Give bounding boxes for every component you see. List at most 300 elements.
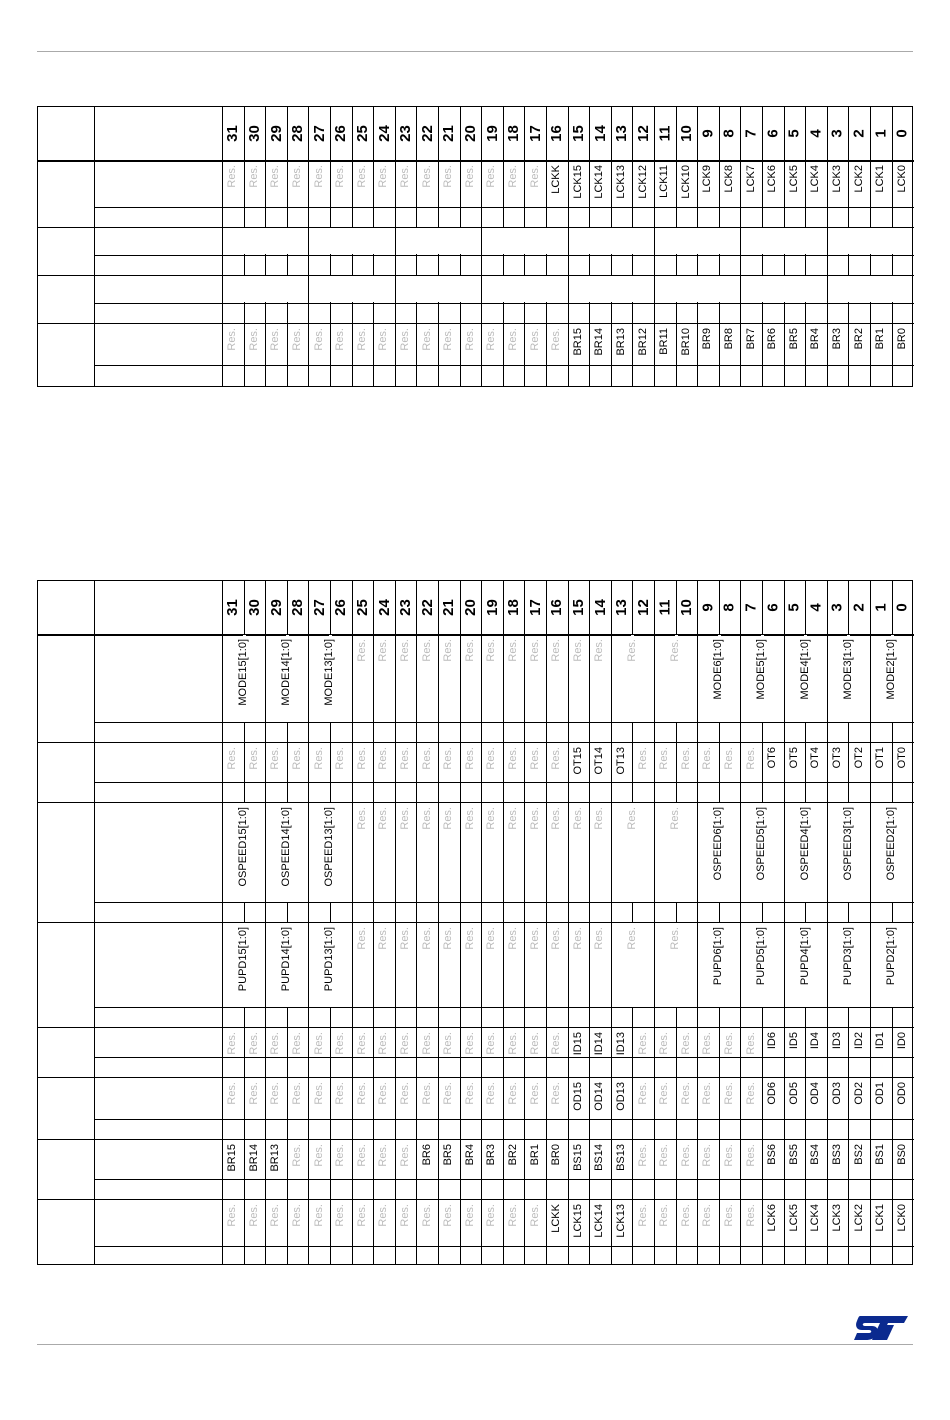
- field-label: PUPD6[1:0]: [712, 927, 725, 986]
- bit-number-label: 19: [483, 125, 501, 142]
- field-label: Res.: [528, 747, 541, 770]
- group-mask: [437, 228, 440, 254]
- field-label: PUPD13[1:0]: [323, 927, 336, 992]
- bit-number-label: 13: [613, 125, 631, 142]
- reset-value-divider: [94, 1246, 914, 1247]
- register-field: [481, 1141, 503, 1179]
- register-field: [848, 744, 870, 782]
- field-label: BR7: [744, 328, 757, 350]
- field-label: Res.: [550, 747, 563, 770]
- bit-number-24: [373, 581, 395, 634]
- field-label: LCK0: [895, 165, 908, 193]
- field-label: LCK3: [831, 165, 844, 193]
- field-label: BR1: [528, 1144, 541, 1166]
- field-label: Res.: [679, 1032, 692, 1055]
- field-label: Res.: [312, 1204, 325, 1227]
- field-label: LCK7: [744, 165, 757, 193]
- bit-number-2: [848, 107, 870, 160]
- register-field: [438, 325, 460, 365]
- field-label: Res.: [355, 165, 368, 188]
- bit-number-label: 15: [569, 599, 587, 616]
- register-field: [308, 162, 330, 207]
- register-field: [416, 325, 438, 365]
- field-label: Res.: [312, 1144, 325, 1167]
- group-mask: [588, 228, 591, 254]
- register-field: [870, 804, 913, 902]
- register-field: [870, 744, 892, 782]
- register-field: [784, 924, 827, 1007]
- field-label: Res.: [528, 1204, 541, 1227]
- field-label: Res.: [355, 927, 368, 950]
- field-label: Res.: [593, 639, 606, 662]
- group-mask: [243, 276, 246, 302]
- field-label: OT6: [766, 747, 779, 769]
- register-field: [352, 1079, 374, 1119]
- bit-number-27: [308, 581, 330, 634]
- register-field: [719, 325, 741, 365]
- register-field: [676, 325, 698, 365]
- register-field: [373, 1141, 395, 1179]
- register-field: [265, 1079, 287, 1119]
- register-field: [330, 744, 352, 782]
- register-field: [654, 1029, 676, 1057]
- register-field: [524, 1079, 546, 1119]
- register-field: [870, 1201, 892, 1246]
- register-field: [524, 744, 546, 782]
- field-label: Res.: [723, 1204, 736, 1227]
- field-label: Res.: [355, 747, 368, 770]
- field-label: Res.: [550, 807, 563, 830]
- field-label: Res.: [420, 165, 433, 188]
- register-field: [416, 804, 438, 902]
- register-map-table-2: [37, 580, 913, 1265]
- register-field: [805, 744, 827, 782]
- field-label: Res.: [701, 1204, 714, 1227]
- group-mask: [869, 228, 872, 254]
- field-label: Res.: [571, 927, 584, 950]
- register-field: [287, 325, 309, 365]
- field-label: Res.: [247, 1204, 260, 1227]
- register-field: [719, 1079, 741, 1119]
- bit-number-26: [330, 581, 352, 634]
- bit-number-30: [244, 581, 266, 634]
- field-label: OT3: [831, 747, 844, 769]
- field-label: BS14: [593, 1144, 606, 1171]
- bit-number-label: 7: [742, 129, 760, 138]
- field-label: Res.: [550, 639, 563, 662]
- register-field: [287, 744, 309, 782]
- register-field: [827, 804, 870, 902]
- field-label: ID15: [571, 1032, 584, 1056]
- field-label: Res.: [528, 927, 541, 950]
- reset-value-divider: [94, 902, 914, 903]
- field-label: Res.: [669, 639, 682, 662]
- register-field: [395, 744, 417, 782]
- bit-number-17: [524, 581, 546, 634]
- register-field: [762, 1079, 784, 1119]
- field-label: LCKK: [550, 1204, 563, 1233]
- field-label: LCK9: [701, 165, 714, 193]
- field-label: Res.: [658, 1144, 671, 1167]
- register-field: [870, 162, 892, 207]
- field-label: Res.: [442, 807, 455, 830]
- register-field: [481, 1029, 503, 1057]
- field-label: Res.: [679, 1204, 692, 1227]
- field-label: OD1: [874, 1082, 887, 1105]
- bit-number-5: [784, 107, 806, 160]
- field-label: Res.: [377, 1082, 390, 1105]
- field-label: BR11: [658, 328, 671, 355]
- register-field: [611, 804, 654, 902]
- register-field: [697, 1029, 719, 1057]
- register-field: [416, 924, 438, 1007]
- field-label: Res.: [463, 328, 476, 351]
- bit-number-label: 30: [245, 125, 263, 142]
- group-mask: [264, 228, 267, 254]
- register-field: [287, 162, 309, 207]
- register-field: [330, 1029, 352, 1057]
- register-field: [438, 1079, 460, 1119]
- group-mask: [675, 276, 678, 302]
- field-label: Res.: [507, 927, 520, 950]
- register-field: [892, 1029, 914, 1057]
- register-field: [762, 1029, 784, 1057]
- bit-number-label: 2: [850, 129, 868, 138]
- group-mask: [891, 276, 894, 302]
- bit-number-label: 12: [634, 599, 652, 616]
- register-field: [460, 744, 482, 782]
- register-field: [308, 1079, 330, 1119]
- field-label: Res.: [355, 1082, 368, 1105]
- bit-number-label: 14: [591, 599, 609, 616]
- field-label: LCK15: [571, 165, 584, 199]
- register-field: [827, 325, 849, 365]
- field-label: Res.: [636, 1082, 649, 1105]
- field-label: Res.: [355, 1204, 368, 1227]
- register-field: [827, 162, 849, 207]
- field-label: LCK13: [615, 1204, 628, 1238]
- register-field: [740, 325, 762, 365]
- field-label: LCK5: [787, 1204, 800, 1232]
- register-field: [244, 325, 266, 365]
- field-label: Res.: [420, 1204, 433, 1227]
- register-field: [762, 162, 784, 207]
- register-field: [848, 1201, 870, 1246]
- field-label: Res.: [636, 1144, 649, 1167]
- bit-number-8: [719, 581, 741, 634]
- register-field: [481, 804, 503, 902]
- register-field: [611, 325, 633, 365]
- field-label: Res.: [334, 1204, 347, 1227]
- register-row-divider: [38, 1199, 914, 1200]
- register-field: [287, 1201, 309, 1246]
- field-label: MODE3[1:0]: [841, 639, 854, 700]
- register-field: [568, 162, 590, 207]
- reset-value-divider: [94, 1057, 914, 1058]
- field-label: Res.: [312, 328, 325, 351]
- register-field: [438, 924, 460, 1007]
- register-field: [848, 1029, 870, 1057]
- register-field: [892, 325, 914, 365]
- bit-number-label: 22: [418, 599, 436, 616]
- register-field: [805, 325, 827, 365]
- field-label: Res.: [669, 927, 682, 950]
- register-field: [740, 636, 783, 722]
- register-field: [589, 325, 611, 365]
- register-field: [352, 924, 374, 1007]
- register-field: [827, 924, 870, 1007]
- field-label: OD2: [852, 1082, 865, 1105]
- group-mask: [847, 228, 850, 254]
- register-field: [244, 744, 266, 782]
- bit-number-label: 5: [785, 603, 803, 612]
- field-label: ID1: [874, 1032, 887, 1050]
- field-label: PUPD14[1:0]: [280, 927, 293, 992]
- register-field: [265, 804, 308, 902]
- field-label: Res.: [679, 747, 692, 770]
- field-label: BS6: [766, 1144, 779, 1165]
- register-field: [589, 924, 611, 1007]
- register-field: [308, 924, 351, 1007]
- register-field: [265, 162, 287, 207]
- register-field: [308, 636, 351, 722]
- register-field: [805, 1201, 827, 1246]
- group-mask: [329, 228, 332, 254]
- register-field: [892, 744, 914, 782]
- field-label: Res.: [442, 747, 455, 770]
- group-mask: [610, 228, 613, 254]
- field-label: Res.: [744, 747, 757, 770]
- field-label: Res.: [226, 1032, 239, 1055]
- group-mask: [869, 276, 872, 302]
- register-field: [697, 1141, 719, 1179]
- register-field: [330, 162, 352, 207]
- register-row-divider: [38, 323, 914, 324]
- field-label: BR1: [874, 328, 887, 350]
- field-label: Res.: [625, 807, 638, 830]
- register-field: [697, 1079, 719, 1119]
- register-field: [503, 1141, 525, 1179]
- register-field: [395, 1201, 417, 1246]
- group-mask: [329, 276, 332, 302]
- register-field: [611, 1201, 633, 1246]
- bit-number-label: 29: [267, 599, 285, 616]
- register-field: [330, 325, 352, 365]
- field-label: LCK15: [571, 1204, 584, 1238]
- register-field: [870, 1029, 892, 1057]
- register-field: [546, 1141, 568, 1179]
- field-label: ID2: [852, 1032, 865, 1050]
- register-field: [481, 162, 503, 207]
- bit-number-19: [481, 107, 503, 160]
- field-label: Res.: [636, 747, 649, 770]
- bit-number-21: [438, 107, 460, 160]
- register-field: [546, 162, 568, 207]
- field-label: Res.: [355, 328, 368, 351]
- field-label: Res.: [420, 639, 433, 662]
- register-field: [870, 325, 892, 365]
- bit-number-15: [568, 107, 590, 160]
- field-label: Res.: [226, 165, 239, 188]
- reset-value-divider: [94, 255, 914, 256]
- bit-number-26: [330, 107, 352, 160]
- field-label: Res.: [485, 927, 498, 950]
- group-mask: [718, 276, 721, 302]
- register-field: [438, 162, 460, 207]
- field-label: BR6: [766, 328, 779, 350]
- group-mask: [351, 276, 354, 302]
- field-label: Res.: [291, 1082, 304, 1105]
- register-field: [481, 1201, 503, 1246]
- field-label: OT14: [593, 747, 606, 775]
- field-label: MODE13[1:0]: [323, 639, 336, 706]
- field-label: LCK1: [874, 165, 887, 193]
- field-label: PUPD4[1:0]: [798, 927, 811, 986]
- register-field: [222, 636, 265, 722]
- register-field: [784, 1141, 806, 1179]
- register-field: [373, 1201, 395, 1246]
- field-label: Res.: [463, 1204, 476, 1227]
- register-field: [870, 924, 913, 1007]
- field-label: Res.: [247, 328, 260, 351]
- register-field: [308, 1029, 330, 1057]
- field-label: Res.: [507, 328, 520, 351]
- field-label: Res.: [269, 1204, 282, 1227]
- bit-number-24: [373, 107, 395, 160]
- field-label: MODE14[1:0]: [280, 639, 293, 706]
- bit-number-label: 27: [310, 599, 328, 616]
- group-mask: [631, 276, 634, 302]
- group-mask: [675, 228, 678, 254]
- register-field: [287, 1141, 309, 1179]
- register-field: [352, 1141, 374, 1179]
- register-field: [611, 162, 633, 207]
- field-label: Res.: [625, 639, 638, 662]
- bit-number-7: [740, 581, 762, 634]
- field-label: Res.: [399, 1032, 412, 1055]
- bit-number-label: 31: [224, 125, 242, 142]
- field-label: ID14: [593, 1032, 606, 1056]
- bit-number-12: [632, 107, 654, 160]
- field-label: Res.: [528, 1032, 541, 1055]
- field-label: LCK2: [852, 165, 865, 193]
- field-label: BR10: [679, 328, 692, 356]
- register-field: [503, 1079, 525, 1119]
- field-label: BS4: [809, 1144, 822, 1165]
- field-label: MODE2[1:0]: [885, 639, 898, 700]
- register-field: [265, 1201, 287, 1246]
- register-field: [654, 924, 697, 1007]
- register-field: [848, 162, 870, 207]
- field-label: Res.: [334, 1032, 347, 1055]
- field-label: OSPEED15[1:0]: [237, 807, 250, 887]
- bit-number-31: [222, 581, 244, 634]
- register-field: [222, 325, 244, 365]
- field-label: Res.: [355, 639, 368, 662]
- field-label: ID0: [895, 1032, 908, 1050]
- bit-number-10: [676, 581, 698, 634]
- field-label: Res.: [625, 927, 638, 950]
- bit-number-label: 19: [483, 599, 501, 616]
- register-field: [697, 636, 740, 722]
- field-label: BR14: [247, 1144, 260, 1172]
- bit-number-11: [654, 581, 676, 634]
- bit-number-8: [719, 107, 741, 160]
- register-field: [784, 744, 806, 782]
- field-label: LCK3: [831, 1204, 844, 1232]
- register-field: [589, 162, 611, 207]
- field-label: Res.: [312, 1032, 325, 1055]
- register-field: [784, 1201, 806, 1246]
- register-row-divider: [38, 802, 914, 803]
- field-label: Res.: [528, 1082, 541, 1105]
- bit-number-label: 18: [505, 599, 523, 616]
- field-label: Res.: [334, 328, 347, 351]
- field-label: LCK10: [679, 165, 692, 199]
- register-field: [524, 1141, 546, 1179]
- bit-number-20: [460, 581, 482, 634]
- field-label: OT15: [571, 747, 584, 775]
- register-field: [784, 636, 827, 722]
- bit-number-30: [244, 107, 266, 160]
- field-label: OD5: [787, 1082, 800, 1105]
- bit-number-21: [438, 581, 460, 634]
- register-field: [460, 1029, 482, 1057]
- bit-number-15: [568, 581, 590, 634]
- group-mask: [351, 228, 354, 254]
- group-mask: [804, 228, 807, 254]
- register-field: [676, 1201, 698, 1246]
- field-label: Res.: [269, 747, 282, 770]
- register-field: [589, 1141, 611, 1179]
- register-field: [697, 804, 740, 902]
- field-label: Res.: [550, 1082, 563, 1105]
- st-logo-icon: [852, 1314, 910, 1342]
- register-field: [611, 636, 654, 722]
- register-field: [395, 1029, 417, 1057]
- field-label: OSPEED13[1:0]: [323, 807, 336, 887]
- register-field: [503, 744, 525, 782]
- field-label: Res.: [291, 747, 304, 770]
- register-field: [805, 162, 827, 207]
- field-label: Res.: [528, 165, 541, 188]
- group-mask: [761, 276, 764, 302]
- bit-number-label: 11: [656, 125, 674, 142]
- field-label: Res.: [355, 1032, 368, 1055]
- group-mask: [718, 228, 721, 254]
- field-label: OT1: [874, 747, 887, 769]
- field-label: LCK6: [766, 165, 779, 193]
- field-label: Res.: [507, 639, 520, 662]
- register-field: [740, 924, 783, 1007]
- bit-number-label: 1: [872, 129, 890, 138]
- bit-number-12: [632, 581, 654, 634]
- bit-number-label: 20: [461, 599, 479, 616]
- name-column-divider: [94, 107, 95, 386]
- register-field: [697, 744, 719, 782]
- register-field: [568, 924, 590, 1007]
- field-label: Res.: [377, 639, 390, 662]
- register-field: [352, 744, 374, 782]
- field-label: OSPEED3[1:0]: [841, 807, 854, 881]
- register-field: [352, 636, 374, 722]
- field-label: OSPEED4[1:0]: [798, 807, 811, 881]
- register-field: [654, 744, 676, 782]
- field-label: Res.: [723, 747, 736, 770]
- field-label: Res.: [507, 1032, 520, 1055]
- bit-number-14: [589, 107, 611, 160]
- register-field: [632, 1029, 654, 1057]
